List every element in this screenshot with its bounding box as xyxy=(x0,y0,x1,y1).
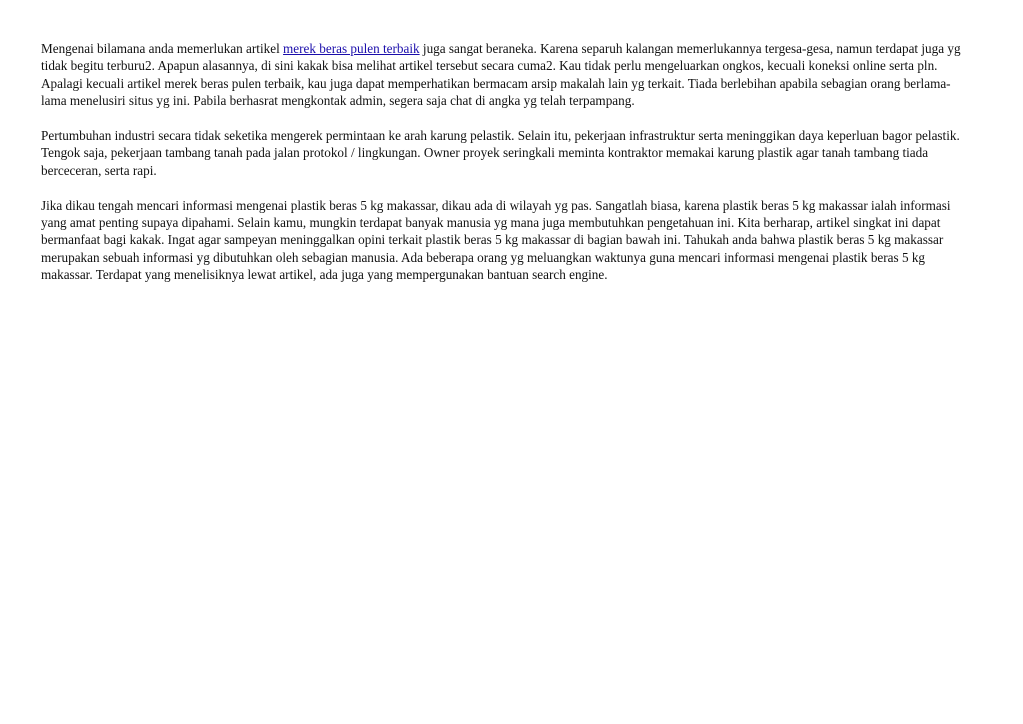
paragraph-intro xyxy=(41,40,976,110)
paragraph-plastic-info: Jika dikau tengah mencari informasi mengenai plastik beras 5 kg makassar, dikau ada di wilayah yg pas. Sangatlah biasa, karena plastik beras 5 kg makassar ialah informasi yang amat penting supaya dipahami. Selain kamu, mungkin terdapat banyak manusia yg mana juga membutuhkan pengetahuan ini. Kita berharap, artikel singkat ini dapat bermanfaat bagi kakak. Ingat agar sampeyan meninggalkan opini terkait plastik beras 5 kg makassar di bagian bawah ini. Tahukah anda bahwa plastik beras 5 kg makassar merupakan sebuah informasi yg dibutuhkan oleh sebagian manusia. Ada beberapa orang yg meluangkan waktunya guna mencari informasi mengenai plastik beras 5 kg makassar. Terdapat yang menelisiknya lewat artikel, ada juga yang mempergunakan bantuan search engine. xyxy=(41,197,951,283)
paragraph-industry: Pertumbuhan industri secara tidak seketika mengerek permintaan ke arah karung pelastik. Selain itu, pekerjaan infrastruktur serta meninggikan daya keperluan bagor pelastik. Tengok saja, pekerjaan tambang tanah pada jalan protokol / lingkungan. Owner proyek seringkali meminta kontraktor memakai karung plastik agar tanah tambang tiada berceceran, serta rapi. xyxy=(41,128,960,178)
document-body xyxy=(41,40,976,301)
paragraph-intro-text-after: juga sangat beraneka. Karena separuh kalangan memerlukannya tergesa-gesa, namun terdapat juga yg tidak begitu terburu2. Apapun alasannya, di sini kakak bisa melihat artikel tersebut secara cuma2. Kau tidak perlu mengeluarkan ongkos, kecuali koneksi online serta pln. Apalagi kecuali artikel merek beras pulen terbaik, kau juga dapat memperhatikan bermacam arsip makalah lain yg terkait. Tiada berlebihan apabila sebagian orang berlama-lama menelusiri situs yg ini. Pabila berhasrat mengkontak admin, segera saja chat di angka yg telah terpampang. xyxy=(41,41,961,109)
paragraph-intro-text-before: Mengenai bilamana anda memerlukan artikel xyxy=(41,41,284,56)
article-link[interactable]: merek beras pulen terbaik xyxy=(283,41,420,56)
